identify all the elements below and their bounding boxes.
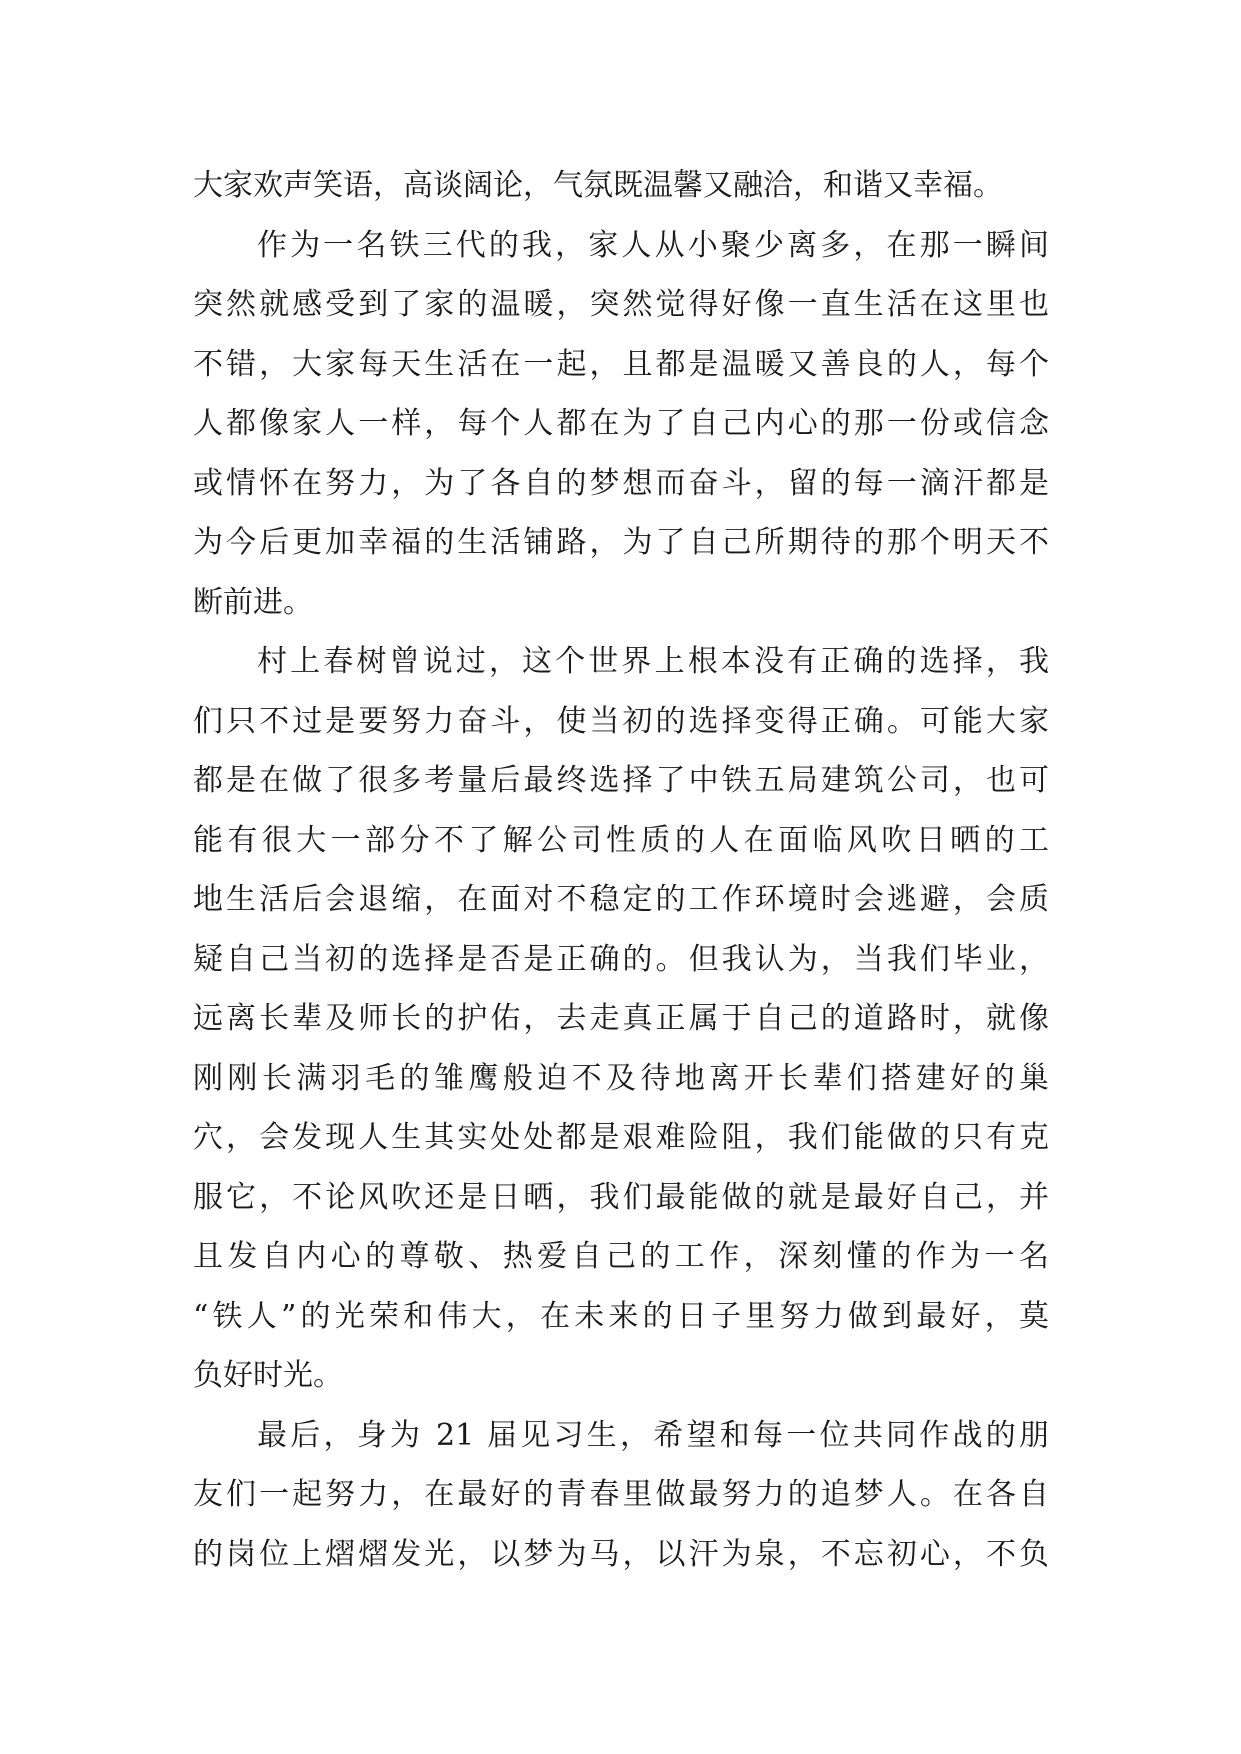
text-line: 断前进。 [193, 584, 313, 620]
text-line: 人都像家人一样，每个人都在为了自己内心的那一份或信念 [193, 406, 1049, 441]
text-line: 或情怀在努力，为了各自的梦想而奋斗，留的每一滴汗都是 [193, 465, 1049, 501]
text-line: 为今后更加幸福的生活铺路，为了自己所期待的那个明天不 [193, 525, 1049, 560]
text-line: 刚刚长满羽毛的雏鹰般迫不及待地离开长辈们搭建好的巢 [193, 1060, 1049, 1096]
text-line: “铁人”的光荣和伟大，在未来的日子里努力做到最好，莫 [193, 1298, 1049, 1334]
text-line: 最后，身为 21 届见习生，希望和每一位共同作战的朋 [257, 1417, 1049, 1453]
body-text [193, 156, 1049, 1584]
text-line: 疑自己当初的选择是否是正确的。但我认为，当我们毕业， [193, 941, 1049, 977]
text-line: 服它，不论风吹还是日晒，我们最能做的就是最好自己，并 [193, 1179, 1049, 1215]
text-line: 村上春树曾说过，这个世界上根本没有正确的选择，我 [257, 644, 1049, 679]
text-line: 远离长辈及师长的护佑，去走真正属于自己的道路时，就像 [193, 1001, 1049, 1036]
text-line: 地生活后会退缩，在面对不稳定的工作环境时会逃避，会质 [193, 882, 1049, 917]
text-line: 大家欢声笑语，高谈阔论，气氛既温馨又融洽，和谐又幸福。 [193, 168, 1003, 203]
text-line: 们只不过是要努力奋斗，使当初的选择变得正确。可能大家 [193, 703, 1049, 739]
text-line: 穴，会发现人生其实处处都是艰难险阻，我们能做的只有克 [193, 1120, 1049, 1155]
text-line: 突然就感受到了家的温暖，突然觉得好像一直生活在这里也 [193, 287, 1049, 322]
text-line: 都是在做了很多考量后最终选择了中铁五局建筑公司，也可 [193, 763, 1049, 798]
text-line: 能有很大一部分不了解公司性质的人在面临风吹日晒的工 [193, 822, 1049, 858]
text-line: 友们一起努力，在最好的青春里做最努力的追梦人。在各自 [193, 1477, 1049, 1512]
text-line: 负好时光。 [193, 1358, 343, 1393]
text-line: 的岗位上熠熠发光，以梦为马，以汗为泉，不忘初心，不负 [193, 1536, 1049, 1572]
text-line: 作为一名铁三代的我，家人从小聚少离多，在那一瞬间 [257, 227, 1049, 263]
text-line: 不错，大家每天生活在一起，且都是温暖又善良的人，每个 [193, 346, 1049, 382]
text-line: 且发自内心的尊敬、热爱自己的工作，深刻懂的作为一名 [193, 1239, 1049, 1274]
